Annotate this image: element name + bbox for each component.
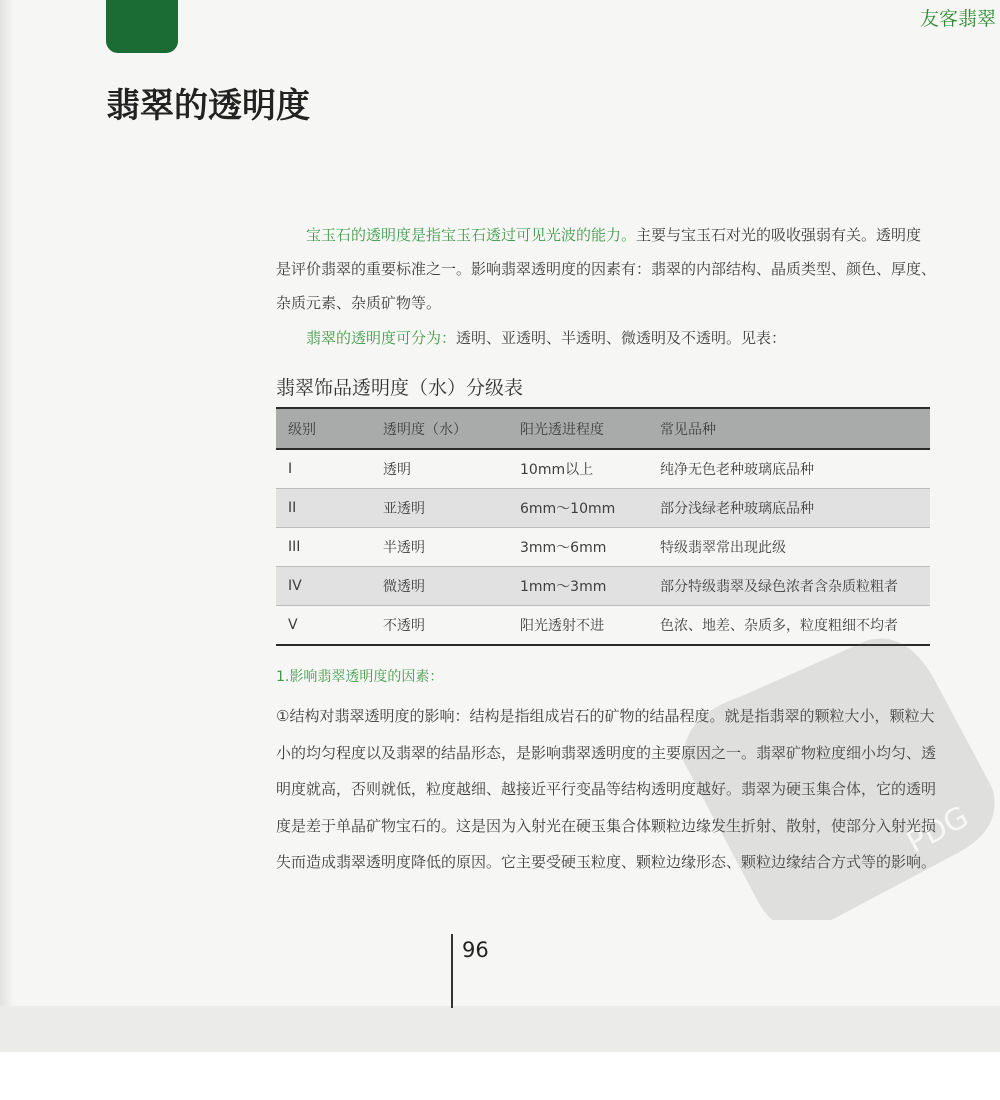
intro-lead: 宝玉石的透明度是指宝玉石透过可见光波的能力。 [306, 226, 637, 244]
cell-transparency: 微透明 [383, 567, 520, 606]
table-row [276, 489, 930, 528]
table-row [276, 449, 930, 489]
chapter-tab [106, 0, 178, 53]
page-number: 96 [462, 938, 489, 962]
transparency-grade-table [276, 407, 930, 646]
cell-transparency: 半透明 [383, 528, 520, 567]
cell-grade: III [276, 528, 383, 567]
page-number-divider [451, 934, 453, 1008]
classification-body: 透明、亚透明、半透明、微透明及不透明。见表： [456, 329, 787, 347]
section-paragraph: ①结构对翡翠透明度的影响：结构是指组成岩石的矿物的结晶程度。就是指翡翠的颗粒大小，颗粒大小的均匀程度以及翡翠的结晶形态，是影响翡翠透明度的主要原因之一。翡翠矿物粒度细小均匀、透明度就高，否则就低，粒度越细、越接近平行变晶等结构透明度越好。翡翠为硬玉集合体，它的透明度是差于单晶矿物宝石的。这是因为入射光在硬玉集合体颗粒边缘发生折射、散射，使部分入射光损失而造成翡翠透明度降低的原因。它主要受硬玉粒度、颗粒边缘形态、颗粒边缘结合方式等的影响。 [276, 707, 937, 871]
cell-grade: I [276, 449, 383, 489]
cell-grade: V [276, 606, 383, 646]
classification-lead: 翡翠的透明度可分为： [306, 329, 457, 347]
table-row [276, 567, 930, 606]
header-transparency: 透明度（水） [383, 408, 520, 449]
cell-varieties: 特级翡翠常出现此级 [660, 528, 930, 567]
header-grade: 级别 [276, 408, 383, 449]
cell-grade: II [276, 489, 383, 528]
cell-varieties: 色浓、地差、杂质多，粒度粗细不均者 [660, 606, 930, 646]
cell-transparency: 亚透明 [383, 489, 520, 528]
table-row [276, 528, 930, 567]
header-varieties: 常见品种 [660, 408, 930, 449]
cell-varieties: 部分特级翡翠及绿色浓者含杂质粒粗者 [660, 567, 930, 606]
cell-varieties: 部分浅绿老种玻璃底品种 [660, 489, 930, 528]
cell-grade: IV [276, 567, 383, 606]
intro-body: 主要与宝玉石对光的吸收强弱有关。透明度是评价翡翠的重要标准之一。影响翡翠透明度的因素有：翡翠的内部结构、晶质类型、颜色、厚度、杂质元素、杂质矿物等。 [276, 226, 937, 312]
cell-light-penetration: 6mm～10mm [520, 489, 660, 528]
cell-transparency: 透明 [383, 449, 520, 489]
cell-light-penetration: 阳光透射不进 [520, 606, 660, 646]
section-heading: 1.影响翡翠透明度的因素： [276, 669, 444, 685]
cell-light-penetration: 10mm以上 [520, 449, 660, 489]
stamp-label: PDG [901, 799, 975, 861]
intro-paragraph [276, 218, 936, 320]
scanner-watermark-stamp [668, 630, 1000, 920]
page-title: 翡翠的透明度 [106, 86, 310, 126]
page-bottom-edge [0, 1006, 1000, 1052]
table-header-row [276, 408, 930, 449]
page-gutter-shadow [0, 0, 14, 1006]
cell-light-penetration: 3mm～6mm [520, 528, 660, 567]
classification-paragraph [276, 321, 936, 355]
header-light-penetration: 阳光透进程度 [520, 408, 660, 449]
watermark-top-right: 友客翡翠 [919, 8, 996, 30]
cell-transparency: 不透明 [383, 606, 520, 646]
table-caption: 翡翠饰品透明度（水）分级表 [276, 377, 524, 399]
cell-light-penetration: 1mm～3mm [520, 567, 660, 606]
cell-varieties: 纯净无色老种玻璃底品种 [660, 449, 930, 489]
